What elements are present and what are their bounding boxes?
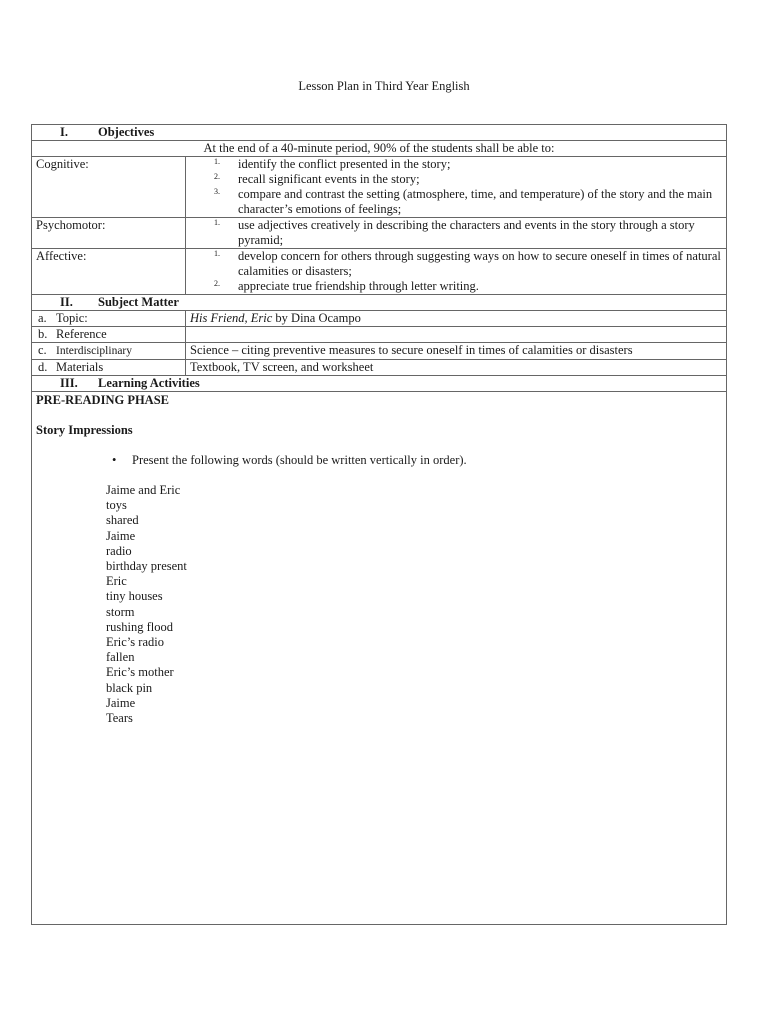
cognitive-objective-item	[190, 172, 722, 187]
word-item: Eric	[106, 574, 127, 589]
word-item: Jaime and Eric	[106, 483, 181, 497]
word-item: Tears	[106, 711, 133, 726]
learning-activities-body	[32, 392, 727, 925]
phase-heading: PRE-READING PHASE	[36, 393, 169, 407]
materials-value: Textbook, TV screen, and worksheet	[186, 360, 727, 376]
word-item: storm	[106, 604, 135, 619]
word-item: Jaime	[106, 695, 136, 710]
item-number: 3.	[214, 187, 220, 196]
affective-objective-item	[190, 249, 722, 279]
affective-label: Affective:	[32, 249, 186, 295]
word-item: shared	[106, 513, 139, 528]
affective-objective-item	[190, 279, 722, 294]
bullet-icon: •	[112, 453, 117, 467]
cognitive-label: Cognitive:	[32, 157, 186, 218]
subject-matter-heading: II. Subject Matter	[32, 295, 727, 311]
word-item: rushing flood	[106, 619, 174, 634]
topic-value: His Friend, Eric by Dina Ocampo	[186, 311, 727, 327]
learning-activities-heading: III. Learning Activities	[32, 376, 727, 392]
word-item: birthday present	[106, 559, 187, 574]
item-text: use adjectives creatively in describing the characters and events in the story through a story pyramid;	[238, 218, 695, 247]
word-item: fallen	[106, 650, 135, 665]
activity-heading: Story Impressions	[36, 423, 133, 437]
word-list	[36, 483, 722, 726]
item-text: compare and contrast the setting (atmosphere, time, and temperature) of the story and the main character’s emotions of feelings;	[238, 187, 713, 216]
cognitive-objective-item	[190, 187, 722, 217]
psychomotor-objectives	[186, 218, 727, 249]
document-title: Lesson Plan in Third Year English	[298, 79, 470, 93]
item-text: identify the conflict presented in the story;	[238, 157, 451, 171]
item-text: develop concern for others through suggesting ways on how to secure oneself in times of natural calamities or disasters;	[238, 249, 721, 278]
item-number: 1.	[214, 157, 220, 166]
reference-label: b. Reference	[32, 327, 186, 343]
word-item: Jaime	[106, 528, 136, 543]
item-number: 1.	[214, 218, 220, 227]
instruction-bullet: • Present the following words (should be written vertically in order).	[112, 453, 467, 467]
word-item: black pin	[106, 680, 153, 695]
psychomotor-label: Psychomotor:	[32, 218, 186, 249]
item-number: 1.	[214, 249, 220, 258]
word-item: radio	[106, 543, 132, 558]
item-text: recall significant events in the story;	[238, 172, 420, 186]
cognitive-objective-item	[190, 157, 722, 172]
reference-value	[186, 327, 727, 343]
word-item: Eric’s radio	[106, 635, 164, 650]
materials-label: d. Materials	[32, 360, 186, 376]
item-text: appreciate true friendship through letter writing.	[238, 279, 479, 293]
lesson-plan-table	[31, 124, 727, 925]
affective-objectives	[186, 249, 727, 295]
cognitive-objectives	[186, 157, 727, 218]
word-item: Eric’s mother	[106, 665, 174, 680]
objectives-intro: At the end of a 40-minute period, 90% of the students shall be able to:	[32, 141, 727, 157]
item-number: 2.	[214, 279, 220, 288]
word-item: tiny houses	[106, 589, 163, 604]
item-number: 2.	[214, 172, 220, 181]
topic-label: a. Topic:	[32, 311, 186, 327]
psychomotor-objective-item	[190, 218, 722, 248]
interdisciplinary-value: Science – citing preventive measures to secure oneself in times of calamities or disasters	[186, 343, 727, 360]
objectives-heading: I. Objectives	[32, 125, 727, 141]
interdisciplinary-label: c. Interdisciplinary	[32, 343, 186, 360]
word-item: toys	[106, 498, 127, 513]
